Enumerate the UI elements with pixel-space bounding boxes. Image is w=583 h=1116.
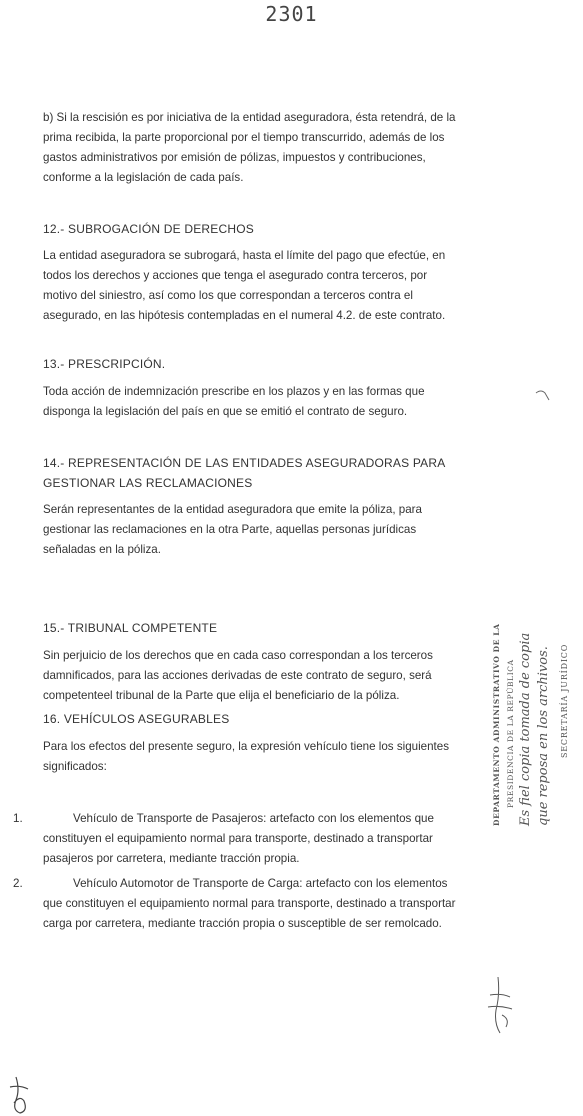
text-line: Sin perjuicio de los derechos que en cada caso correspondan a los terceros (43, 649, 433, 662)
section-16-intro (43, 737, 463, 777)
text-line: Serán representantes de la entidad aseguradora que emite la póliza, para (43, 503, 422, 516)
text-line: damnificados, para las acciones derivadas de este contrato de seguro, será (43, 669, 432, 682)
stamp-line: que reposa en los archivos. (536, 646, 551, 826)
section-13-body (43, 382, 463, 422)
text-line: pasajeros por carretera, mediante tracción propia. (43, 852, 300, 865)
section-14-heading-line2: GESTIONAR LAS RECLAMACIONES (43, 476, 253, 490)
section-13-heading: 13.- PRESCRIPCIÓN. (43, 357, 166, 371)
section-16-item-1 (13, 809, 463, 869)
list-item (13, 809, 463, 829)
text-line: gastos administrativos por emisión de pólizas, impuestos y contribuciones, (43, 151, 426, 164)
item-number: 2. (13, 877, 23, 890)
signature-icon (480, 975, 520, 1035)
section-14-body (43, 500, 463, 560)
text-line: b) Si la rescisión es por iniciativa de la entidad aseguradora, ésta retendrá, de la (43, 111, 456, 124)
paragraph-b (43, 108, 463, 188)
section-16-item-2 (13, 874, 463, 934)
initial-signature-icon (6, 1075, 34, 1115)
section-12-body (43, 246, 463, 326)
list-item (13, 874, 463, 894)
text-line: Para los efectos del presente seguro, la expresión vehículo tiene los siguientes (43, 740, 450, 753)
section-15-heading: 15.- TRIBUNAL COMPETENTE (43, 621, 218, 635)
section-15-body (43, 646, 463, 706)
text-line: Toda acción de indemnización prescribe en los plazos y en las formas que (43, 385, 425, 398)
text-line: gestionar las reclamaciones en la otra Parte, aquellas personas jurídicas (43, 523, 417, 536)
text-line: asegurado, en las hipótesis contempladas en el numeral 4.2. de este contrato. (43, 309, 446, 322)
text-line: constituyen el equipamiento normal para transporte, destinado a transportar (43, 832, 433, 845)
text-line: disponga la legislación del país en que se emitió el contrato de seguro. (43, 405, 408, 418)
text-line: Vehículo de Transporte de Pasajeros: artefacto con los elementos que (73, 812, 434, 825)
text-line: significados: (43, 760, 107, 773)
stamp-line: DEPARTAMENTO ADMINISTRATIVO DE LA (492, 623, 501, 826)
text-line: todos los derechos y acciones que tenga el asegurado contra terceros, por (43, 269, 428, 282)
text-line: competenteel tribunal de la Parte que elija el beneficiario de la póliza. (43, 689, 400, 702)
text-line: prima recibida, la parte proporcional por el tiempo transcurrido, además de los (43, 131, 445, 144)
text-line: Vehículo Automotor de Transporte de Carga: artefacto con los elementos (73, 877, 448, 890)
item-number: 1. (13, 812, 23, 825)
text-line: que constituyen el equipamiento normal para transporte, destinado a transportar (43, 897, 456, 910)
section-14-heading-line1: 14.- REPRESENTACIÓN DE LAS ENTIDADES ASEGURADORAS PARA (43, 456, 446, 470)
stamp-line: PRESIDENCIA DE LA REPÚBLICA (506, 659, 515, 808)
page-number: 2301 (265, 2, 318, 26)
section-16-heading: 16. VEHÍCULOS ASEGURABLES (43, 712, 230, 726)
text-line: carga por carretera, mediante tracción propia o susceptible de ser remolcado. (43, 917, 442, 930)
stamp-line: Es fiel copia tomada de copia (518, 632, 533, 826)
text-line: conforme a la legislación de cada país. (43, 171, 244, 184)
certification-stamp (490, 608, 583, 828)
margin-mark-icon (535, 388, 551, 402)
text-line: motivo del siniestro, así como los que correspondan a terceros contra el (43, 289, 413, 302)
text-line: La entidad aseguradora se subrogará, hasta el límite del pago que efectúe, en (43, 249, 446, 262)
section-12-heading: 12.- SUBROGACIÓN DE DERECHOS (43, 222, 254, 236)
stamp-line: SECRETARÍA JURÍDICO (560, 643, 569, 758)
text-line: señaladas en la póliza. (43, 543, 161, 556)
